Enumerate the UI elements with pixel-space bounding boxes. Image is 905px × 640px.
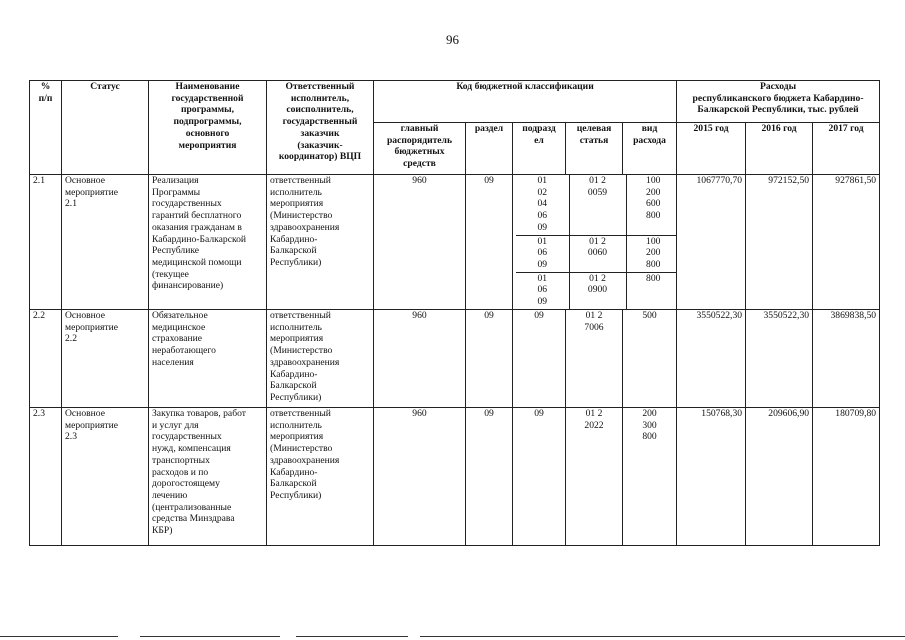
row-section [466,310,513,408]
row-2017 [813,175,880,310]
text-line: мероприятия [270,431,324,443]
text-line: 09 [484,408,494,419]
text-line: Расходы [760,81,797,92]
text-line: 09 [534,310,544,321]
sub-target [569,235,626,272]
footer-rule [0,636,118,637]
sub-type [626,272,677,309]
row-2016 [746,175,813,310]
text-line: 2.1 [65,198,77,210]
sub-block-row [516,235,677,272]
table-row [30,310,880,408]
header-status [62,81,149,175]
text-line: 7006 [584,321,604,333]
row-section [466,175,513,310]
sub-target [569,175,626,235]
text-line: 01 2 [585,310,603,321]
text-line: 09 [537,295,548,307]
text-line: ел [534,134,544,146]
text-line: Балкарской Республики, тыс. рублей [697,104,859,116]
text-line: мероприятия [178,139,237,151]
row-2017 [813,408,880,546]
row-2016 [746,408,813,546]
sub-block-row [516,175,677,235]
text-line: % [40,81,51,92]
sub-subsection [516,272,569,309]
row-manager [374,175,466,310]
text-line: нужд, компенсация [152,443,231,455]
text-line: Республики) [270,256,322,268]
text-line: 500 [642,310,657,321]
text-line: 06 [537,247,548,259]
text-line: 200 [646,247,661,259]
text-line: Ответственный [285,81,355,92]
text-line: 800 [646,258,661,270]
text-line: 100 [646,235,661,247]
text-line: основного [185,127,230,139]
header-expenses [677,81,880,123]
table-row [30,175,880,310]
text-line: Балкарской [270,478,317,490]
header-2015 [677,123,746,175]
text-line: 0900 [587,284,608,296]
row-2017 [813,310,880,408]
text-line: 01 [537,175,548,186]
row-section [466,408,513,546]
header-budget-code [374,81,677,123]
page-number: 96 [446,32,459,47]
text-line: 2.3 [65,431,77,443]
row-2015 [677,310,746,408]
text-line: Кабардино- [270,233,318,245]
text-line: исполнитель [270,419,322,431]
row-2016 [746,310,813,408]
text-line: Основное [65,175,105,186]
text-line: Основное [65,310,105,321]
text-line: 0059 [587,186,608,198]
text-line: оказания гражданам в [152,221,242,233]
header-section [466,123,513,175]
header-manager [374,123,466,175]
text-line: Программы [152,186,201,198]
text-line: 800 [646,210,661,222]
sub-block-row [516,272,677,309]
text-line: 09 [534,408,544,419]
text-line: 200 [646,186,661,198]
row-name [149,175,267,310]
footer-rule [140,636,280,637]
text-line: транспортных [152,454,210,466]
text-line: исполнитель [270,186,322,198]
text-line: соисполнитель, [286,104,354,116]
text-line: (заказчик- [297,139,343,151]
sub-block-table [516,175,677,309]
text-line: медицинской помощи [152,256,242,268]
text-line: 01 [537,272,548,284]
text-line: Республики) [270,391,322,403]
header-2017 [813,123,880,175]
text-line: 960 [412,310,427,321]
header-executor [267,81,374,175]
sub-type [626,175,677,235]
text-line: 1067770,70 [696,175,743,186]
text-line: дорогостоящему [152,478,220,490]
row-num [30,175,62,310]
text-line: 02 [537,186,548,198]
budget-table [29,80,880,546]
text-line: (Министерство [270,443,333,455]
text-line: мероприятия [270,198,324,210]
text-line: Наименование [175,81,240,92]
row-subsection [513,408,566,546]
text-line: 2.2 [33,310,45,321]
text-line: Основное [65,408,105,419]
text-line: заказчик [300,127,340,139]
text-line: 150768,30 [701,408,743,419]
text-line: ответственный [270,175,331,186]
text-line: раздел [474,123,504,134]
text-line: государственной [171,92,244,104]
text-line: расхода [633,134,666,146]
text-line: 01 2 [589,272,606,284]
text-line: 06 [537,284,548,296]
sub-subsection [516,235,569,272]
text-line: расходов и по [152,466,209,478]
text-line: 0060 [587,247,608,259]
text-line: 3869838,50 [830,310,877,321]
text-line: исполнитель, [290,92,350,104]
text-line: 3550522,30 [696,310,743,321]
row-sub-blocks [513,175,677,310]
text-line: подразд [522,123,556,134]
text-line: финансирование) [152,280,224,292]
text-line: неработающего [152,345,216,357]
text-line: п/п [38,92,53,104]
text-line: медицинское [152,321,206,333]
text-line: здравоохранения [270,221,340,233]
text-line: гарантий бесплатного [152,210,242,222]
text-line: 927861,50 [835,175,877,186]
row-subsection [513,310,566,408]
header-num [30,81,62,175]
text-line: целевая [576,123,612,134]
text-line: КБР) [152,525,173,537]
text-line: программы, [180,104,235,116]
text-line: 01 [537,235,548,247]
text-line: 09 [484,175,494,186]
text-line: мероприятие [65,186,118,198]
row-2015 [677,175,746,310]
text-line: 2017 год [828,123,864,134]
text-line: Республике [152,245,200,257]
text-line: (Министерство [270,210,333,222]
text-line: 2.2 [65,333,77,345]
text-line: 01 2 [589,235,606,247]
text-line: Балкарской [270,380,317,392]
text-line: ответственный [270,310,331,321]
text-line: 100 [646,175,661,186]
text-line: государственных [152,198,222,210]
text-line: главный [400,123,439,134]
text-line: средства Минздрава [152,513,235,525]
row-executor [267,310,374,408]
text-line: 209606,90 [768,408,810,419]
text-line: Обязательное [152,310,208,321]
text-line: 04 [537,198,548,210]
row-type [623,408,677,546]
text-line: мероприятие [65,419,118,431]
text-line: Кабардино-Балкарской [152,233,247,245]
text-line: 2022 [584,419,604,431]
header-subsection [513,123,566,175]
row-type [623,310,677,408]
text-line: мероприятия [270,333,324,345]
header-type [623,123,677,175]
sub-target [569,272,626,309]
text-line: 09 [537,258,548,270]
text-line: 800 [642,431,657,443]
text-line: статья [579,134,609,146]
text-line: 06 [537,210,548,222]
row-target [566,310,623,408]
sub-type [626,235,677,272]
row-num [30,408,62,546]
text-line: средств [403,158,436,170]
text-line: (Министерство [270,345,333,357]
text-line: (текущее [152,268,189,280]
header-2016 [746,123,813,175]
text-line: 2015 год [693,123,729,134]
text-line: здравоохранения [270,454,340,466]
row-target [566,408,623,546]
text-line: Реализация [152,175,199,186]
header-target [566,123,623,175]
row-num [30,310,62,408]
text-line: 2.1 [33,175,45,186]
text-line: населения [152,356,194,368]
header-name [149,81,267,175]
text-line: государственных [152,431,222,443]
text-line: 960 [412,408,427,419]
text-line: Республики) [270,489,322,501]
text-line: здравоохранения [270,356,340,368]
text-line: 972152,50 [768,175,810,186]
footer-rule [420,636,905,637]
row-2015 [677,408,746,546]
text-line: 3550522,30 [763,310,810,321]
text-line: исполнитель [270,321,322,333]
text-line: республиканского бюджета Кабардино- [692,92,864,104]
row-executor [267,408,374,546]
text-line: 800 [646,272,661,284]
text-line: 09 [484,310,494,321]
text-line: Балкарской [270,245,317,257]
footer-rule [296,636,408,637]
text-line: мероприятие [65,321,118,333]
text-line: государственный [282,116,358,128]
text-line: 01 2 [585,408,603,419]
text-line: ответственный [270,408,331,419]
text-line: 180709,80 [835,408,877,419]
sub-subsection [516,175,569,235]
row-manager [374,408,466,546]
text-line: Статус [90,81,120,92]
row-status [62,175,149,310]
text-line: распорядитель [386,134,453,146]
text-line: Кабардино- [270,466,318,478]
row-status [62,408,149,546]
text-line: страхование [152,333,203,345]
row-manager [374,310,466,408]
text-line: Код бюджетной классификации [456,81,594,92]
text-line: 09 [537,221,548,233]
text-line: координатор) ВЦП [278,151,362,163]
row-name [149,408,267,546]
text-line: 960 [412,175,427,186]
row-executor [267,175,374,310]
text-line: (централизованные [152,501,232,513]
text-line: 600 [646,198,661,210]
text-line: Кабардино- [270,368,318,380]
text-line: бюджетных [394,146,445,158]
text-line: 01 2 [589,175,606,186]
text-line: 200 [642,408,657,419]
text-line: Закупка товаров, работ [152,408,246,419]
text-line: 2016 год [761,123,797,134]
table-row [30,408,880,546]
text-line: и услуг для [152,419,199,431]
text-line: подпрограммы, [173,116,242,128]
row-status [62,310,149,408]
row-name [149,310,267,408]
text-line: 300 [642,419,657,431]
text-line: лечению [152,489,188,501]
text-line: 2.3 [33,408,45,419]
text-line: вид [641,123,658,134]
